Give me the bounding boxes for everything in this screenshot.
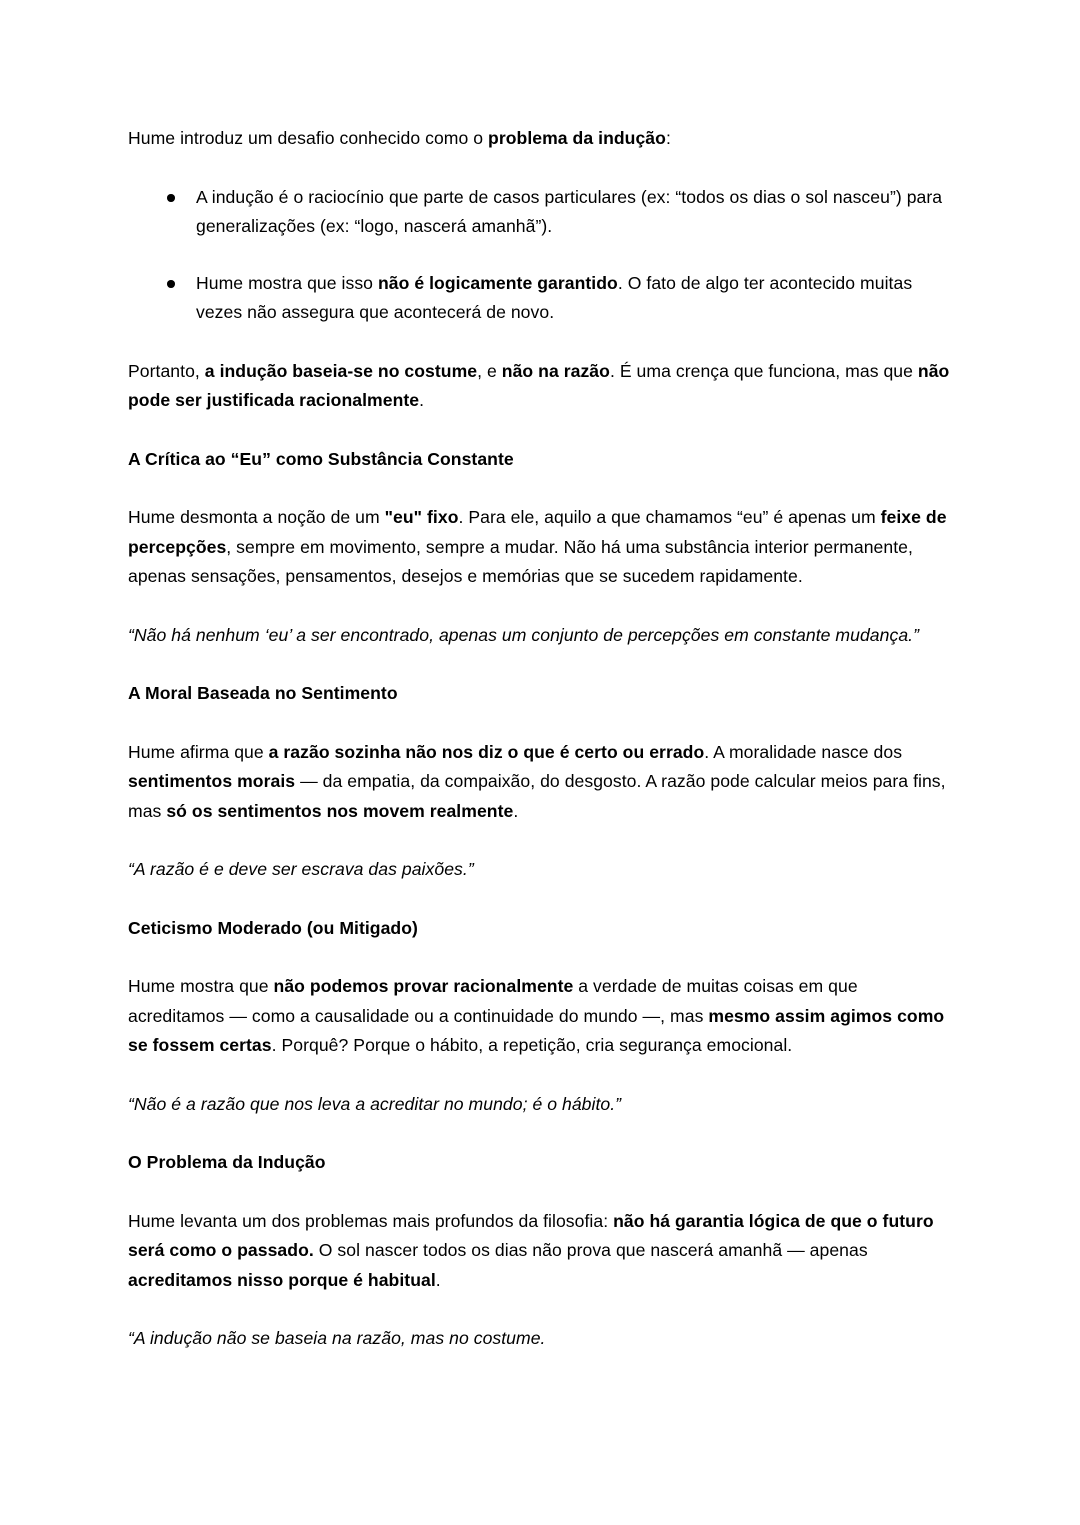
spacer [128, 1295, 950, 1324]
portanto-seg-2: , e [477, 360, 502, 381]
problema-bold-1: não há garantia lógica de que o futuro será como o passado. [128, 1210, 934, 1260]
list-item-bold-term: não é logicamente garantido [377, 272, 618, 293]
portanto-seg-4: . [419, 390, 425, 410]
spacer [128, 709, 950, 738]
spacer [128, 1178, 950, 1207]
moral-bold-2: sentimentos morais [128, 771, 296, 791]
intro-paragraph [128, 124, 950, 154]
section-paragraph-ceticismo [128, 972, 950, 1061]
spacer [128, 943, 950, 972]
section-heading-problema-inducao: O Problema da Indução [128, 1152, 326, 1172]
ceticismo-bold-1: não podemos provar racionalmente [273, 976, 574, 996]
spacer [128, 650, 950, 679]
spacer [128, 592, 950, 621]
problema-seg-3: . [435, 1269, 441, 1290]
spacer [128, 328, 950, 357]
bullet-icon [167, 280, 175, 288]
spacer [128, 416, 950, 445]
ceticismo-bold-2: mesmo assim agimos como se fossem certas [128, 1005, 945, 1055]
spacer [128, 826, 950, 855]
moral-seg-4: . [513, 800, 519, 821]
section-heading-moral-sentimento: A Moral Baseada no Sentimento [128, 683, 398, 703]
critica-bold-2: feixe de percepções [128, 507, 947, 557]
list-item [128, 269, 950, 328]
section-quote-problema-inducao: “A indução não se baseia na razão, mas no costume. [128, 1328, 546, 1348]
portanto-seg-1: Portanto, [128, 360, 205, 381]
critica-seg-3: , sempre em movimento, sempre a mudar. Não há uma substância interior permanente, apenas sensações, pensamentos, desejos e memórias que se sucedem rapidamente. [128, 536, 913, 586]
intro-text-before: Hume introduz um desafio conhecido como o [128, 128, 489, 148]
spacer [128, 154, 950, 183]
moral-bold-3: só os sentimentos nos movem realmente [166, 800, 514, 821]
portanto-bold-2: não na razão [501, 360, 610, 381]
spacer [128, 474, 950, 503]
intro-text-after: : [665, 128, 671, 148]
critica-seg-2: . Para ele, aquilo a que chamamos “eu” é apenas um [458, 507, 881, 527]
portanto-seg-3: . É uma crença que funciona, mas que [609, 360, 918, 381]
section-paragraph-critica-eu [128, 503, 950, 592]
ceticismo-seg-2: a verdade de muitas coisas em que acreditamos — como a causalidade ou a continuidade do mundo —, mas [128, 976, 858, 1026]
list-item-text: A indução é o raciocínio que parte de casos particulares (ex: “todos os dias o sol nasceu”) para generalizações (ex: “logo, nascerá amanhã”). [196, 186, 943, 236]
portanto-bold-1: a indução baseia-se no costume [204, 360, 478, 381]
list-item-text-before: Hume mostra que isso [196, 272, 378, 293]
section-heading-critica-eu: A Crítica ao “Eu” como Substância Constante [128, 448, 514, 469]
problema-bold-2: acreditamos nisso porque é habitual [128, 1269, 436, 1290]
moral-seg-2: . A moralidade nasce dos [704, 741, 903, 762]
bullet-icon [167, 194, 175, 202]
list-item [128, 183, 950, 242]
moral-bold-1: a razão sozinha não nos diz o que é certo ou errado [268, 741, 705, 762]
moral-seg-3: — da empatia, da compaixão, do desgosto. A razão pode calcular meios para fins, mas [128, 771, 946, 821]
critica-bold-1: "eu" fixo [384, 507, 459, 527]
list-item-text-after: . O fato de algo ter acontecido muitas vezes não assegura que acontecerá de novo. [196, 272, 913, 322]
section-quote-critica-eu: “Não há nenhum ‘eu’ a ser encontrado, apenas um conjunto de percepções em constante mudança.” [128, 624, 919, 645]
spacer [128, 1061, 950, 1090]
moral-seg-1: Hume afirma que [128, 741, 269, 762]
ceticismo-seg-1: Hume mostra que [128, 976, 274, 996]
section-quote-moral-sentimento: “A razão é e deve ser escrava das paixões.” [128, 859, 474, 879]
portanto-bold-3: não pode ser justificada racionalmente [128, 360, 950, 410]
document-body [128, 124, 950, 1354]
section-quote-ceticismo: “Não é a razão que nos leva a acreditar no mundo; é o hábito.” [128, 1093, 622, 1114]
portanto-paragraph [128, 357, 950, 416]
ceticismo-seg-3: . Porquê? Porque o hábito, a repetição, cria segurança emocional. [271, 1035, 793, 1055]
intro-bold-term: problema da indução [488, 128, 666, 148]
spacer [128, 885, 950, 914]
section-heading-ceticismo: Ceticismo Moderado (ou Mitigado) [128, 917, 418, 938]
induction-bullet-list [128, 183, 950, 328]
problema-seg-1: Hume levanta um dos problemas mais profundos da filosofia: [128, 1210, 614, 1231]
critica-seg-1: Hume desmonta a noção de um [128, 507, 385, 527]
problema-seg-2: O sol nascer todos os dias não prova que nascerá amanhã — apenas [313, 1240, 868, 1260]
spacer [128, 1119, 950, 1148]
section-paragraph-problema-inducao [128, 1207, 950, 1296]
section-paragraph-moral-sentimento [128, 738, 950, 827]
